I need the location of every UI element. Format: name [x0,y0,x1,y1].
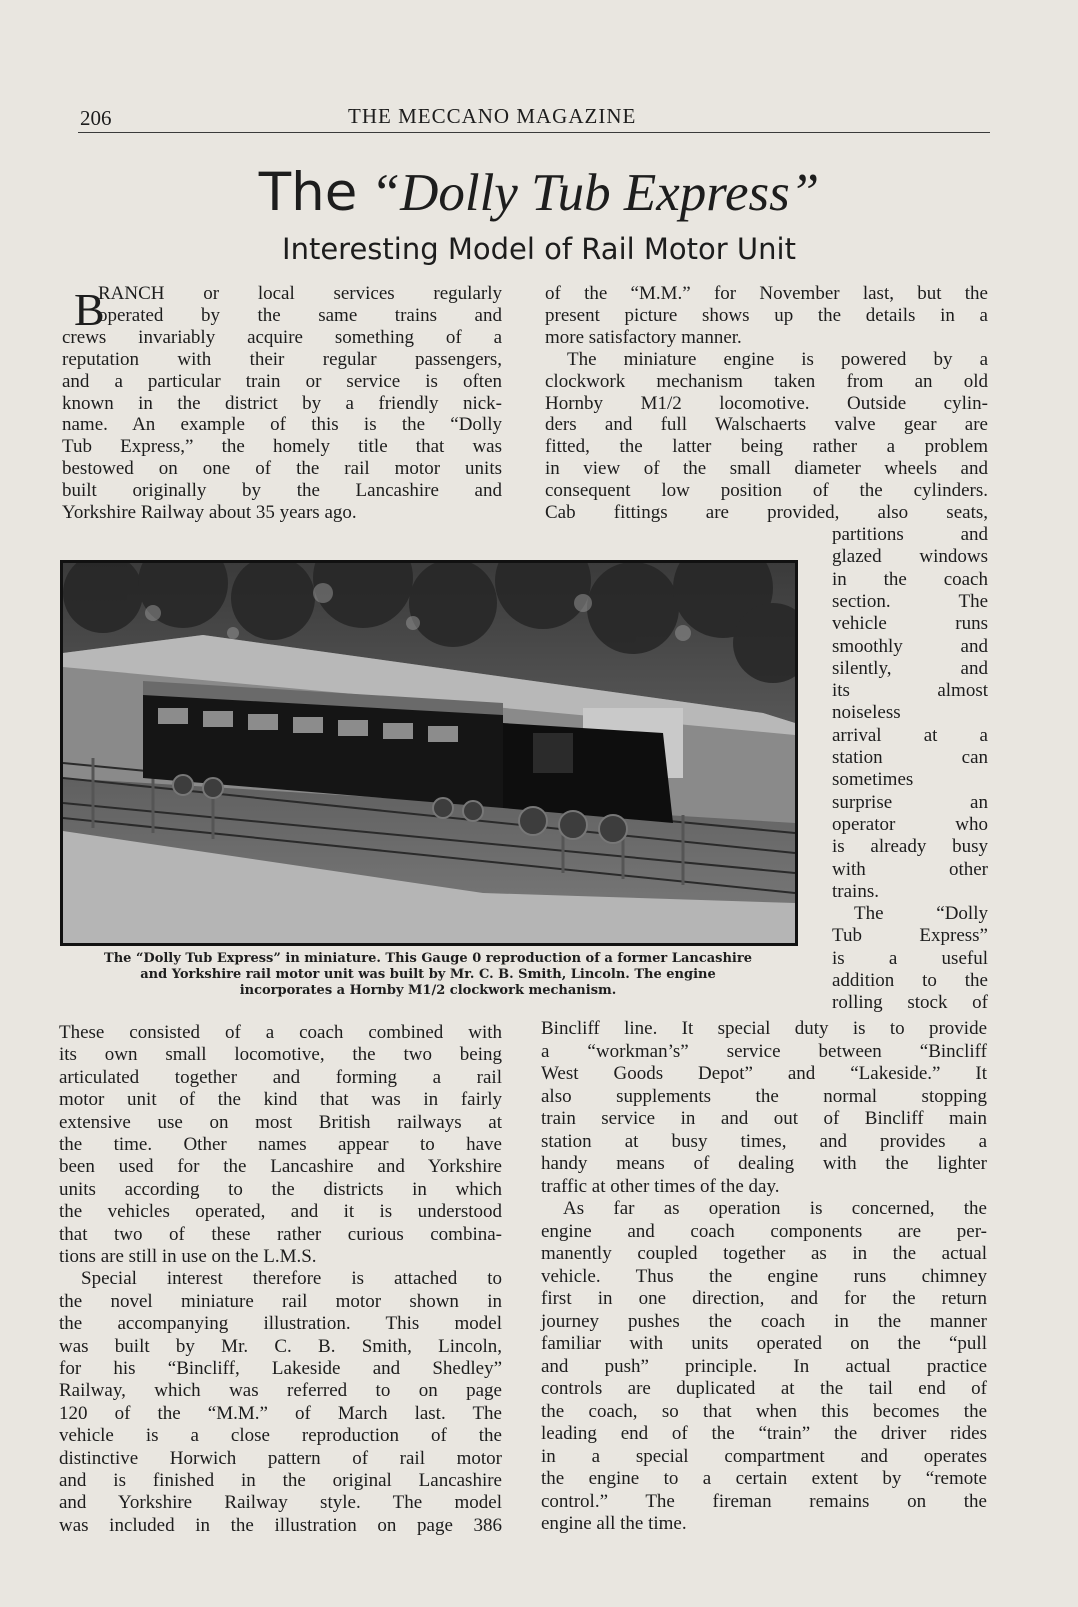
text-line: extensive use on most British railways at [59,1111,502,1133]
text-line: section. The [832,590,988,612]
text-line: built originally by the Lancashire and [62,480,502,502]
text-line: motor unit of the kind that was in fairly [59,1089,502,1111]
article-title-prefix: The [258,162,358,223]
text-line: operator who [832,813,988,835]
text-line: consequent low position of the cylinders. [545,480,988,502]
text-line: present picture shows up the details in a [545,304,988,326]
text-line: of the “M.M.” for November last, but the [545,283,988,304]
text-line: vehicle runs [832,613,988,635]
text-line: Special interest therefore is attached to [81,1268,502,1290]
text-line: engine all the time. [541,1513,687,1534]
text-line: in view of the small diameter wheels and [545,458,988,480]
text-line: operated by the same trains and [98,304,502,326]
text-line: Tub Express,” the homely title that was [62,436,502,458]
text-line: clockwork mechanism taken from an old [545,370,988,392]
text-line: is already busy [832,836,988,858]
text-line: more satisfactory manner. [545,326,742,348]
text-line: addition to the [832,970,988,991]
text-line: and is finished in the original Lancashire [59,1470,502,1491]
text-line: first in one direction, and for the return [541,1288,987,1309]
text-line: Cab fittings are provided, also seats, [545,502,988,523]
text-line: Railway, which was referred to on page [59,1380,502,1402]
text-line: As far as operation is concerned, the [563,1198,987,1219]
text-line: crews invariably acquire something of a [62,326,502,348]
text-line: that two of these rather curious combina- [59,1223,502,1245]
text-line: ders and full Walschaerts valve gear are [545,414,988,436]
text-line: units according to the districts in which [59,1178,502,1200]
text-line: sometimes [832,769,914,791]
caption-line: The “Dolly Tub Express” in miniature. This Gauge 0 reproduction of a former Lancashire [104,951,752,966]
text-line: These consisted of a coach combined with [59,1022,502,1043]
text-line: Bincliff line. It special duty is to provide [541,1018,987,1039]
text-line: bestowed on one of the rail motor units [62,458,502,480]
text-line: the engine to a certain extent by “remote [541,1468,987,1489]
text-line: distinctive Horwich pattern of rail motor [59,1447,502,1469]
photo-caption [58,951,798,999]
text-line: control.” The fireman remains on the [541,1490,987,1512]
text-line: The “Dolly [854,903,988,925]
text-line: noiseless [832,702,901,724]
text-line: trains. [832,880,879,902]
text-line: arrival at a [832,724,988,746]
text-line: traffic at other times of the day. [541,1175,780,1197]
text-line: articulated together and forming a rail [59,1066,502,1088]
text-line: its own small locomotive, the two being [59,1044,502,1066]
text-line: train service in and out of Bincliff main [541,1108,987,1129]
text-line: tions are still in use on the L.M.S. [59,1246,317,1267]
text-line: known in the district by a friendly nick- [62,392,502,414]
text-line: surprise an [832,791,988,813]
text-line: Yorkshire Railway about 35 years ago. [62,502,357,523]
text-line: was built by Mr. C. B. Smith, Lincoln, [59,1335,502,1357]
text-line: vehicle. Thus the engine runs chimney [541,1265,987,1287]
text-line: the time. Other names appear to have [59,1134,502,1155]
text-line: station at busy times, and provides a [541,1130,987,1152]
text-line: engine and coach components are per- [541,1220,987,1242]
text-line: was included in the illustration on page 386 [59,1514,502,1536]
text-line: also supplements the normal stopping [541,1085,987,1107]
text-line: in a special compartment and operates [541,1445,987,1467]
text-line: station can [832,747,988,768]
text-line: the coach, so that when this becomes the [541,1400,987,1422]
page-header [78,100,990,133]
article-subtitle: Interesting Model of Rail Motor Unit [282,232,796,266]
text-line: the vehicles operated, and it is understood [59,1201,502,1223]
text-line: 120 of the “M.M.” of March last. The [59,1402,502,1424]
text-line: been used for the Lancashire and Yorkshire [59,1156,502,1178]
text-line: rolling stock of [832,992,988,1014]
train-photograph [60,560,798,946]
text-line: Tub Express” [832,925,988,947]
article-title-main: “Dolly Tub Express” [370,164,820,222]
text-line: controls are duplicated at the tail end of [541,1378,987,1399]
text-line: RANCH or local services regularly [98,283,502,304]
text-line: its almost [832,680,988,702]
text-line: leading end of the “train” the driver rides [541,1423,987,1444]
text-line: handy means of dealing with the lighter [541,1153,987,1174]
text-line: vehicle is a close reproduction of the [59,1425,502,1447]
caption-line: and Yorkshire rail motor unit was built by Mr. C. B. Smith, Lincoln. The engine [140,967,716,982]
text-line: silently, and [832,657,988,679]
text-line: manently coupled together as in the actual [541,1243,987,1264]
text-line: and a particular train or service is often [62,370,502,392]
text-line: reputation with their regular passengers, [62,348,502,370]
magazine-title: THE MECCANO MAGAZINE [348,104,637,128]
text-line: in the coach [832,568,988,590]
text-line: partitions and [832,524,988,545]
text-line: the novel miniature rail motor shown in [59,1290,502,1312]
text-line: journey pushes the coach in the manner [541,1310,987,1332]
text-line: smoothly and [832,635,988,657]
text-line: the accompanying illustration. This model [59,1313,502,1335]
text-line: fitted, the latter being rather a problem [545,436,988,458]
text-line: for his “Bincliff, Lakeside and Shedley” [59,1358,502,1379]
text-line: is a useful [832,947,988,969]
text-line: name. An example of this is the “Dolly [62,414,502,436]
caption-line: incorporates a Hornby M1/2 clockwork mechanism. [239,983,617,998]
article-title [0,162,1078,223]
text-line: The miniature engine is powered by a [567,348,988,370]
text-line: and push” principle. In actual practice [541,1355,987,1377]
text-line: with other [832,858,988,880]
text-line: and Yorkshire Railway style. The model [59,1492,502,1514]
text-line: Hornby M1/2 locomotive. Outside cylin- [545,392,988,414]
text-line: familiar with units operated on the “pull [541,1333,987,1354]
drop-cap: B [74,284,105,335]
page-number: 206 [80,106,112,130]
text-line: a “workman’s” service between “Bincliff [541,1040,987,1062]
text-line: West Goods Depot” and “Lakeside.” It [541,1063,987,1084]
text-line: glazed windows [832,546,988,568]
